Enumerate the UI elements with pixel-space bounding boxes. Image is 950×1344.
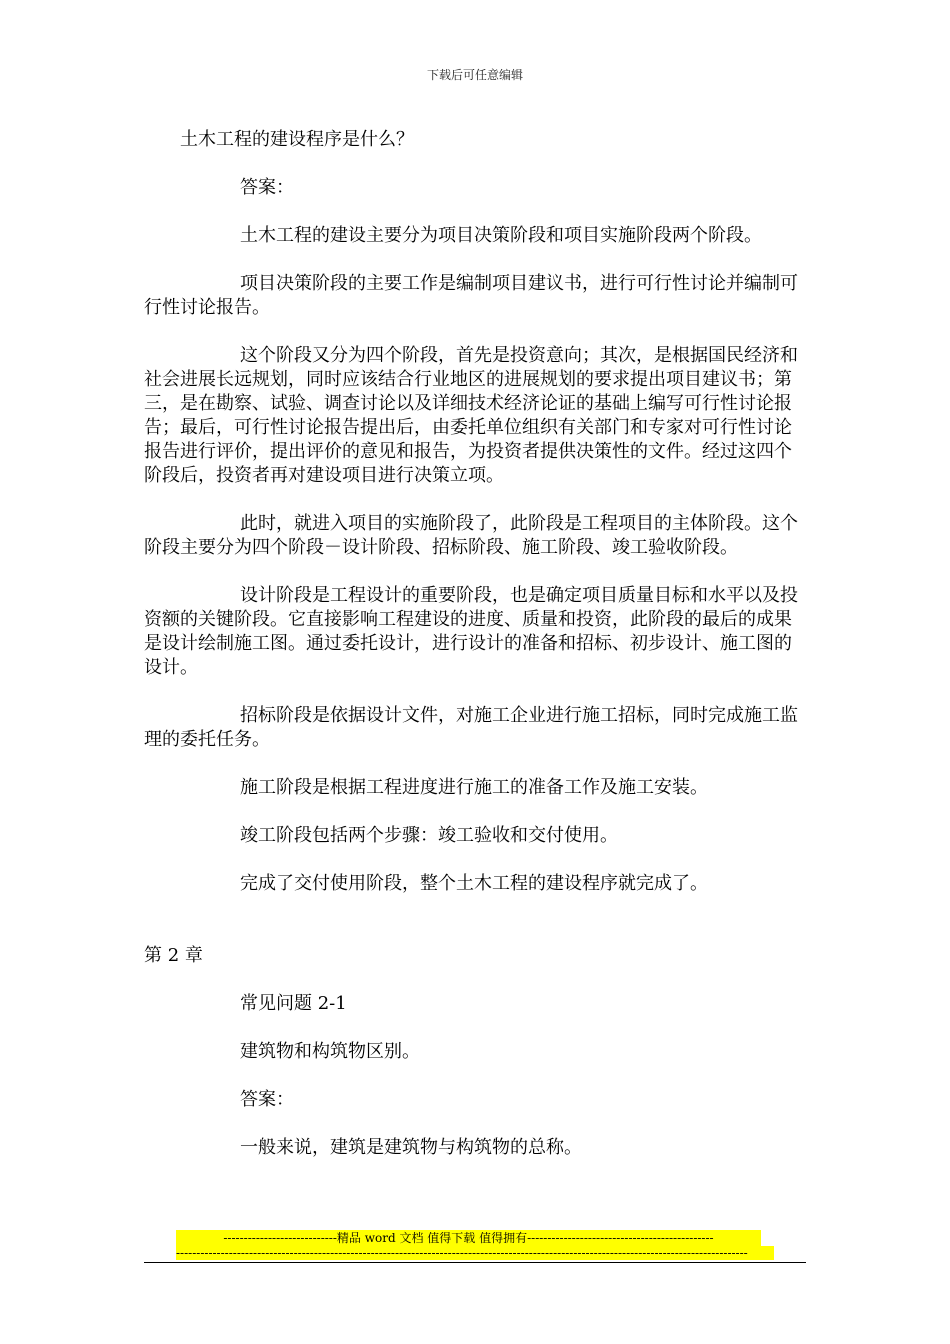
paragraph-9: 完成了交付使用阶段，整个土木工程的建设程序就完成了。 [240,873,708,894]
paragraph-6: 招标阶段是依据设计文件，对施工企业进行施工招标，同时完成施工监理的委托任务。 [144,705,798,750]
paragraph-7: 施工阶段是根据工程进度进行施工的准备工作及施工安装。 [240,777,708,798]
paragraph-4: 此时，就进入项目的实施阶段了，此阶段是工程项目的主体阶段。这个阶段主要分为四个阶段－设计阶段、招标阶段、施工阶段、竣工验收阶段。 [144,513,798,558]
chapter-heading: 第 2 章 [144,945,203,966]
document-body [144,128,808,1160]
answer-label-1: 答案： [240,177,294,198]
paragraph-3: 这个阶段又分为四个阶段，首先是投资意向；其次，是根据国民经济和社会进展长远规划，同时应该结合行业地区的进展规划的要求提出项目建议书；第三，是在勘察、试验、调查讨论以及详细技术经济论证的基础上编写可行性讨论报告；最后，可行性讨论报告提出后，由委托单位组织有关部门和专家对可行性讨论报告进行评价，提出评价的意见和报告，为投资者提供决策性的文件。经过这四个阶段后，投资者再对建设项目进行决策立项。 [144,345,798,486]
answer-label-2: 答案： [240,1089,294,1110]
paragraph-10: 一般来说，建筑是建筑物与构筑物的总称。 [240,1137,582,1158]
faq-heading: 常见问题 2-1 [240,993,347,1014]
paragraph-8: 竣工阶段包括两个步骤：竣工验收和交付使用。 [240,825,618,846]
page-header: 下载后可任意编辑 [426,68,523,82]
paragraph-5: 设计阶段是工程设计的重要阶段，也是确定项目质量目标和水平以及投资额的关键阶段。它直接影响工程建设的进度、质量和投资，此阶段的最后的成果是设计绘制施工图。通过委托设计，进行设计的准备和招标、初步设计、施工图的设计。 [144,585,798,678]
question-2: 建筑物和构筑物区别。 [240,1041,420,1062]
question-1: 土木工程的建设程序是什么？ [180,129,414,150]
footer-dashes: --------------------------------------------------------------------------------------------------------------------------------------------- [176,1246,774,1260]
footer-rule [144,1262,806,1263]
footer-banner: ----------------------------精品 word 文档 值得下载 值得拥有---------------------------------------------- [176,1230,761,1246]
paragraph-1: 土木工程的建设主要分为项目决策阶段和项目实施阶段两个阶段。 [240,225,762,246]
paragraph-2: 项目决策阶段的主要工作是编制项目建议书，进行可行性讨论并编制可行性讨论报告。 [144,273,798,318]
